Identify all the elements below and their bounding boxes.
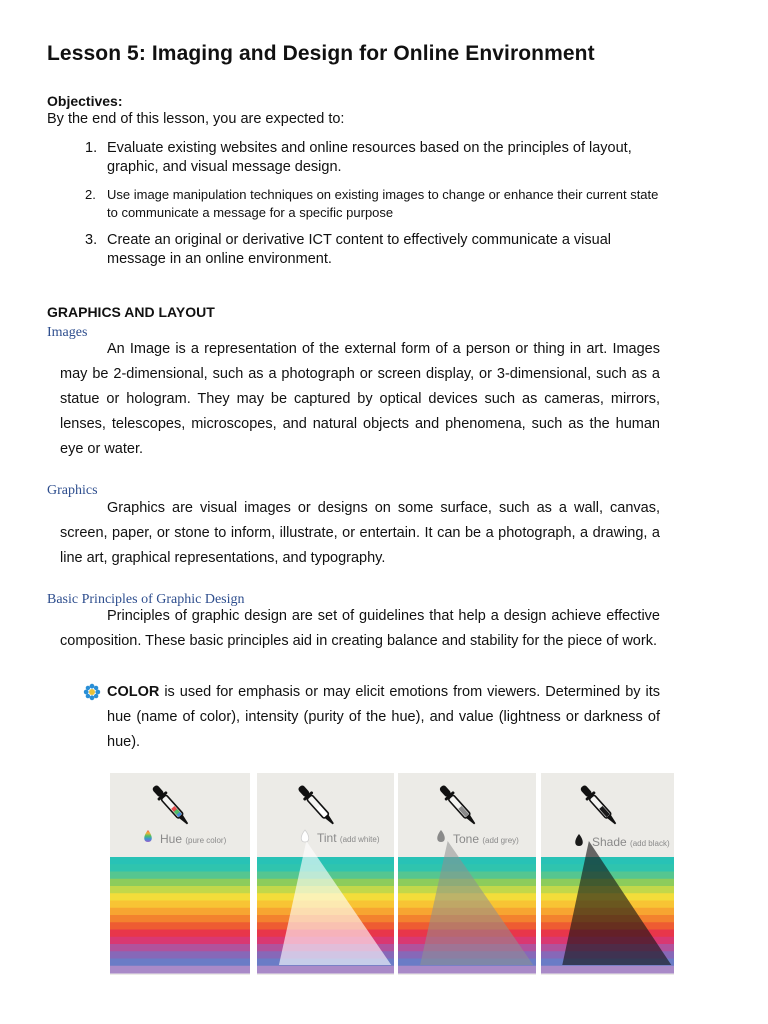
list-item [85, 186, 665, 222]
color-stripe [110, 879, 250, 887]
panel-note: (pure color) [185, 836, 227, 845]
color-stripe [398, 966, 536, 974]
objectives-intro: By the end of this lesson, you are expected to: [47, 111, 345, 127]
color-stripe [110, 937, 250, 945]
color-stripe [110, 922, 250, 930]
color-stripe [110, 872, 250, 880]
color-stripe [541, 966, 674, 974]
color-text: is used for emphasis or may elicit emotions from viewers. Determined by its hue (name of color), intensity (purity of the hue), and value (lightness or darkness of hue). [107, 684, 660, 750]
principles-subheading: Basic Principles of Graphic Design [47, 592, 245, 607]
color-value-figure [110, 773, 674, 975]
graphics-subheading: Graphics [47, 483, 98, 498]
objectives-list [85, 139, 665, 278]
list-text: Create an original or derivative ICT content to effectively communicate a visual message in an online environment. [107, 232, 611, 267]
list-text: Use image manipulation techniques on existing images to change or enhance their current state to communicate a message for a specific purpose [107, 187, 659, 220]
color-stripe [110, 864, 250, 872]
panel-note: (add black) [630, 839, 670, 848]
images-subheading: Images [47, 325, 88, 340]
list-number: 3. [85, 232, 98, 248]
color-stripe [541, 857, 674, 865]
panel-tint [257, 773, 394, 975]
panel-shade [541, 773, 674, 975]
color-stripe [110, 959, 250, 967]
color-stripe [398, 857, 536, 865]
color-stripe [110, 886, 250, 894]
color-stripe [110, 857, 250, 865]
color-stripe [257, 966, 394, 974]
color-stripe [110, 966, 250, 974]
panel-label: Hue [160, 832, 183, 846]
color-term: COLOR [107, 684, 160, 700]
list-item [85, 139, 665, 177]
images-paragraph: An Image is a representation of the external form of a person or thing in art. Images may be 2-dimensional, such as a photograph or screen display, or 3-dimensional, such as a statue or hologram. They may be captured by optical devices such as cameras, mirrors, lenses, telescopes, microscopes, and natural objects and phenomena, such as the human eye or water. [60, 341, 660, 457]
principles-paragraph: Principles of graphic design are set of guidelines that help a design achieve effective composition. These basic principles aid in creating balance and stability for the piece of work. [60, 608, 660, 649]
color-stripe [110, 908, 250, 916]
list-text: Evaluate existing websites and online resources based on the principles of layout, graphic, and visual message design. [107, 140, 632, 175]
color-paragraph [107, 680, 660, 755]
panel-label: Shade [592, 835, 627, 849]
panel-tone [398, 773, 536, 975]
color-stripe [110, 901, 250, 909]
list-number: 1. [85, 140, 98, 156]
objectives-heading: Objectives: [47, 93, 123, 109]
color-stripe [110, 915, 250, 923]
graphics-paragraph: Graphics are visual images or designs on some surface, such as a wall, canvas, screen, paper, or stone to inform, illustrate, or entertain. It can be a photograph, a drawing, a line art, graphical representations, and typography. [60, 500, 660, 566]
color-stripe [110, 893, 250, 901]
panel-label: Tint [317, 831, 337, 845]
color-stripe [110, 951, 250, 959]
panel-note: (add grey) [482, 836, 519, 845]
flower-bullet-icon [83, 683, 101, 701]
lesson-title: Lesson 5: Imaging and Design for Online Environment [47, 42, 595, 65]
panel-label: Tone [453, 832, 480, 846]
section-heading: GRAPHICS AND LAYOUT [47, 304, 215, 320]
list-number: 2. [85, 187, 96, 202]
color-stripe [110, 930, 250, 938]
color-stripe [257, 857, 394, 865]
panel-hue [110, 773, 250, 975]
list-item [85, 231, 665, 269]
panel-note: (add white) [339, 835, 380, 844]
color-stripe [110, 944, 250, 952]
